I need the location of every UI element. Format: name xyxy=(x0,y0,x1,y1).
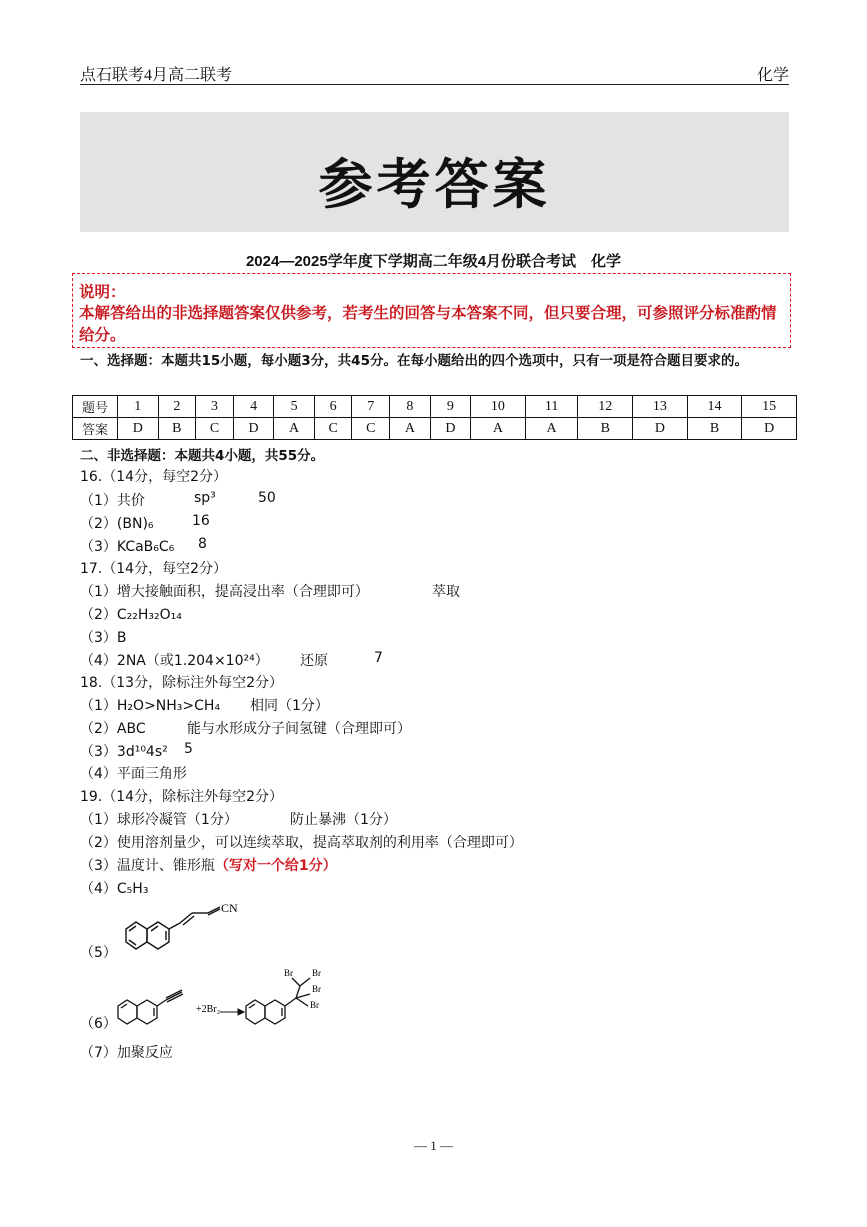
note-title: 说明： xyxy=(79,283,126,301)
q16-p3-label: （3）KCaB₆C₆ xyxy=(80,539,175,555)
reagent-label: +2Br₂ xyxy=(196,1004,221,1015)
note-box xyxy=(72,273,791,348)
page-number: — 1 — xyxy=(414,1138,453,1153)
q17-p1-answer-b: 萃取 xyxy=(432,584,460,600)
q19-part3 xyxy=(80,855,337,875)
question-number: 3 xyxy=(196,396,234,418)
reactant-structure xyxy=(118,990,183,1024)
q16-p1-label: （1）共价 xyxy=(80,493,145,509)
q16-p2-label: （2）(BN)₆ xyxy=(80,516,154,532)
question-number: 5 xyxy=(274,396,315,418)
table-row-answers xyxy=(73,418,797,440)
question-number: 9 xyxy=(430,396,471,418)
question-number: 11 xyxy=(525,396,578,418)
section1-heading: 一、选择题：本题共15小题，每小题3分，共45分。在每小题给出的四个选项中，只有一项是符合题目要求的。 xyxy=(80,353,748,369)
q19-heading: 19.（14分，除标注外每空2分） xyxy=(80,789,283,805)
section2-heading: 二、非选择题：本题共4小题，共55分。 xyxy=(80,448,325,464)
question-number: 8 xyxy=(390,396,431,418)
row-label: 题号 xyxy=(73,396,118,418)
answer-cell: B xyxy=(158,418,196,440)
answer-cell: D xyxy=(742,418,797,440)
row-label: 答案 xyxy=(73,418,118,440)
q19-part6-label: （6） xyxy=(80,1016,117,1032)
q17-p1-label: （1）增大接触面积，提高浸出率（合理即可） xyxy=(80,584,369,600)
br-label: Br xyxy=(284,968,293,978)
q18-part4: （4）平面三角形 xyxy=(80,766,187,782)
answer-cell: B xyxy=(687,418,742,440)
q17-p4-answer-b: 还原 xyxy=(300,653,328,669)
q19-part2: （2）使用溶剂量少，可以连续萃取，提高萃取剂的利用率（合理即可） xyxy=(80,835,523,851)
answer-cell: A xyxy=(471,418,526,440)
question-number: 10 xyxy=(471,396,526,418)
q19-part7: （7）加聚反应 xyxy=(80,1045,173,1061)
q19-part1 xyxy=(80,809,397,829)
question-number: 1 xyxy=(118,396,159,418)
q17-part2: （2）C₂₂H₃₂O₁₄ xyxy=(80,607,182,623)
q16-heading: 16.（14分，每空2分） xyxy=(80,469,227,485)
table-row-numbers xyxy=(73,396,797,418)
q18-p3-label: （3）3d¹⁰4s² xyxy=(80,744,168,760)
question-number: 14 xyxy=(687,396,742,418)
subject: 化学 xyxy=(756,67,789,84)
q17-part1 xyxy=(80,581,460,601)
answer-cell: B xyxy=(578,418,633,440)
q19-p1-label: （1）球形冷凝管（1分） xyxy=(80,812,238,828)
question-number: 7 xyxy=(352,396,390,418)
br-label: Br xyxy=(312,968,321,978)
q18-p3-answer-b: 5 xyxy=(184,741,193,757)
question-number: 2 xyxy=(158,396,196,418)
question-number: 13 xyxy=(633,396,688,418)
q17-heading: 17.（14分，每空2分） xyxy=(80,561,227,577)
q16-p1-answer-b: sp³ xyxy=(194,490,216,506)
q19-p3-label: （3）温度计、锥形瓶 xyxy=(80,858,215,874)
answer-cell: D xyxy=(233,418,274,440)
answer-cell: C xyxy=(314,418,352,440)
exam-name: 点石联考4月高二联考 xyxy=(80,67,233,84)
product-structure xyxy=(246,978,310,1024)
q19-part4: （4）C₅H₃ xyxy=(80,881,149,897)
q19-p1-answer-b: 防止暴沸（1分） xyxy=(290,812,397,828)
q18-p1-label: （1）H₂O>NH₃>CH₄ xyxy=(80,698,221,714)
answer-cell: C xyxy=(196,418,234,440)
page-title: 参考答案 xyxy=(318,152,551,216)
note-text: 本解答给出的非选择题答案仅供参考，若考生的回答与本答案不同，但只要合理，可参照评分标准酌情给分。 xyxy=(79,304,777,344)
q17-part4 xyxy=(80,650,383,670)
q16-p3-answer-b: 8 xyxy=(198,536,207,552)
q16-p2-answer-b: 16 xyxy=(192,513,210,529)
answer-cell: A xyxy=(274,418,315,440)
q16-part3 xyxy=(80,536,207,556)
cn-label: CN xyxy=(221,901,238,915)
q19-part5-label: （5） xyxy=(80,945,117,961)
q18-p1-answer-b: 相同（1分） xyxy=(250,698,329,714)
title-banner xyxy=(80,112,789,232)
q17-part3: （3）B xyxy=(80,630,127,646)
q18-part3 xyxy=(80,741,193,761)
reaction-arrow xyxy=(220,1009,244,1015)
question-number: 15 xyxy=(742,396,797,418)
q18-part1 xyxy=(80,695,329,715)
q16-part2 xyxy=(80,513,210,533)
br-label: Br xyxy=(310,1000,319,1010)
q18-p2-label: （2）ABC xyxy=(80,721,146,737)
q16-part1 xyxy=(80,490,276,510)
q19-p5-structure xyxy=(118,896,258,960)
q18-heading: 18.（13分，除标注外每空2分） xyxy=(80,675,283,691)
naphthalene-ring xyxy=(126,907,220,949)
page-header xyxy=(80,62,789,85)
q16-p1-answer-c: 50 xyxy=(258,490,276,506)
q19-p3-scoring-note: （写对一个给1分） xyxy=(214,858,337,874)
q18-p2-answer-b: 能与水形成分子间氢键（合理即可） xyxy=(187,721,411,737)
question-number: 12 xyxy=(578,396,633,418)
q19-p6-reaction xyxy=(112,962,372,1038)
answer-cell: A xyxy=(525,418,578,440)
q17-p4-answer-c: 7 xyxy=(374,650,383,666)
answer-cell: D xyxy=(430,418,471,440)
answer-table xyxy=(72,395,797,440)
question-number: 6 xyxy=(314,396,352,418)
answer-cell: A xyxy=(390,418,431,440)
answer-cell: C xyxy=(352,418,390,440)
answer-cell: D xyxy=(118,418,159,440)
br-label: Br xyxy=(312,984,321,994)
q18-part2 xyxy=(80,718,411,738)
question-number: 4 xyxy=(233,396,274,418)
q17-p4-label: （4）2NA（或1.204×10²⁴） xyxy=(80,653,269,669)
exam-subtitle: 2024—2025学年度下学期高二年级4月份联合考试 化学 xyxy=(245,253,622,270)
answer-cell: D xyxy=(633,418,688,440)
